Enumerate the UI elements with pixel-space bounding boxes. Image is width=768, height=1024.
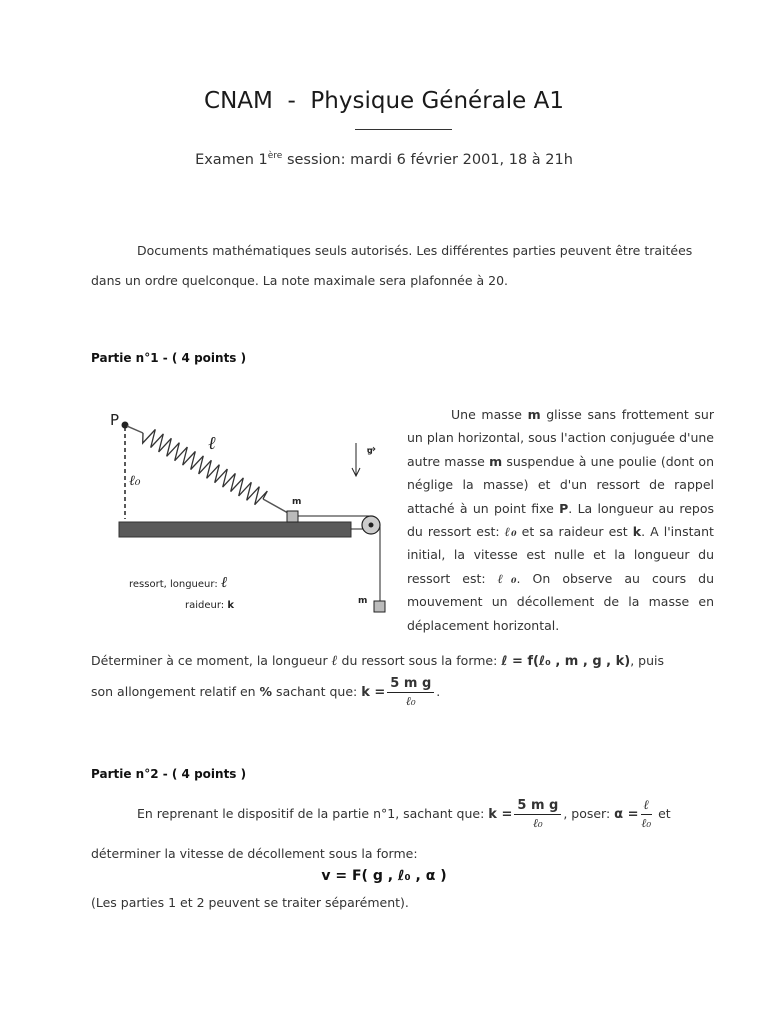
label-p: P	[110, 411, 120, 429]
legend-stiffness-symbol: k	[227, 600, 235, 611]
part1-description	[407, 403, 714, 637]
page-title: CNAM - Physique Générale A1	[204, 88, 564, 114]
frac-den: ℓ₀	[641, 816, 652, 830]
label-m-hang: m	[358, 596, 368, 606]
intro-line-1: Documents mathématiques seuls autorisés. Les différentes parties peuvent être traitées	[137, 243, 693, 258]
fraction-5mg-l0	[387, 676, 434, 709]
legend-spring-symbol: ℓ	[220, 573, 228, 591]
q-ell: ℓ	[331, 653, 338, 669]
legend-stiffness	[185, 600, 234, 611]
p2-k-eq: k =	[488, 807, 513, 822]
exam-subtitle	[0, 151, 768, 168]
formula-k-eq: k =	[361, 685, 386, 700]
q-text: du ressort sous la forme:	[337, 653, 502, 668]
part2-line-2: déterminer la vitesse de décollement sous la forme:	[91, 846, 418, 861]
desc-l0: ℓ₀	[497, 570, 517, 586]
legend-spring-length	[129, 573, 227, 592]
desc-seg: suspendue à une poulie (dont on néglige la masse) et d'un ressort de rappel attaché à un point fixe	[407, 453, 714, 516]
part1-heading: Partie n°1 - ( 4 points )	[91, 351, 247, 365]
q-pct: %	[259, 684, 273, 699]
fraction-l-l0	[641, 798, 653, 831]
legend-spring-text: ressort, longueur:	[129, 579, 218, 590]
desc-seg: . La longueur au repos du ressort est:	[407, 500, 715, 540]
desc-p: P	[559, 500, 569, 516]
subtitle-superscript: ère	[267, 151, 283, 161]
label-ell: ℓ	[208, 433, 216, 454]
part2-line-1	[137, 798, 671, 831]
desc-seg: Une masse	[451, 407, 528, 422]
part2-formula: v = F( g , ℓ₀ , α )	[321, 868, 447, 884]
p2-text: , poser:	[563, 806, 615, 821]
part2-heading: Partie n°2 - ( 4 points )	[91, 767, 247, 781]
part2-note: (Les parties 1 et 2 peuvent se traiter séparément).	[91, 895, 409, 910]
title-underline	[355, 129, 452, 130]
frac-den: ℓ₀	[532, 816, 543, 830]
p2-alpha-eq: α =	[614, 807, 639, 822]
part1-question-line-1	[91, 645, 714, 677]
q-text: son allongement relatif en	[91, 684, 260, 699]
desc-l0: ℓ₀	[504, 524, 517, 540]
frac-num: 5 m g	[387, 676, 434, 693]
subtitle-text-end: session: mardi 6 février 2001, 18 à 21h	[282, 152, 573, 168]
label-g: g	[367, 446, 373, 455]
legend-stiffness-text: raideur:	[185, 600, 225, 611]
intro-line-2: dans un ordre quelconque. La note maximale sera plafonnée à 20.	[91, 273, 509, 288]
part1-question-line-2	[91, 676, 440, 709]
q-text: .	[436, 684, 441, 699]
desc-seg: glisse sans frottement sur un plan horizontal, sous l'action conjuguée d'une autre masse	[407, 407, 714, 469]
sliding-mass	[287, 511, 298, 522]
desc-k: k	[632, 524, 642, 540]
horizontal-plane	[119, 522, 351, 537]
desc-m: m	[527, 407, 541, 422]
formula-l-f: ℓ = f(ℓ₀ , m , g , k)	[501, 654, 631, 669]
p2-text: En reprenant le dispositif de la partie n°1, sachant que:	[137, 806, 489, 821]
hanging-mass	[374, 601, 385, 612]
q-text: sachant que:	[272, 684, 362, 699]
label-m-top: m	[292, 497, 302, 507]
desc-seg: . A l'instant initial, la vitesse est nulle et la longueur du ressort est:	[407, 524, 714, 586]
fraction-5mg-l0-p2	[514, 798, 561, 831]
frac-num: 5 m g	[514, 798, 561, 815]
frac-den: ℓ₀	[405, 694, 416, 708]
q-text: , puis	[630, 653, 665, 668]
frac-num: ℓ	[641, 798, 653, 815]
q-text: Déterminer à ce moment, la longueur	[91, 653, 332, 668]
spring-coils	[143, 430, 268, 505]
p2-text: et	[654, 806, 671, 821]
desc-m: m	[489, 453, 503, 469]
subtitle-text: Examen 1	[195, 152, 268, 168]
desc-seg: et sa raideur est	[516, 524, 633, 540]
desc-seg: . On observe au cours du mouvement un décollement de la masse en déplacement horizontal.	[407, 570, 714, 633]
label-l0: ℓ₀	[129, 473, 141, 489]
